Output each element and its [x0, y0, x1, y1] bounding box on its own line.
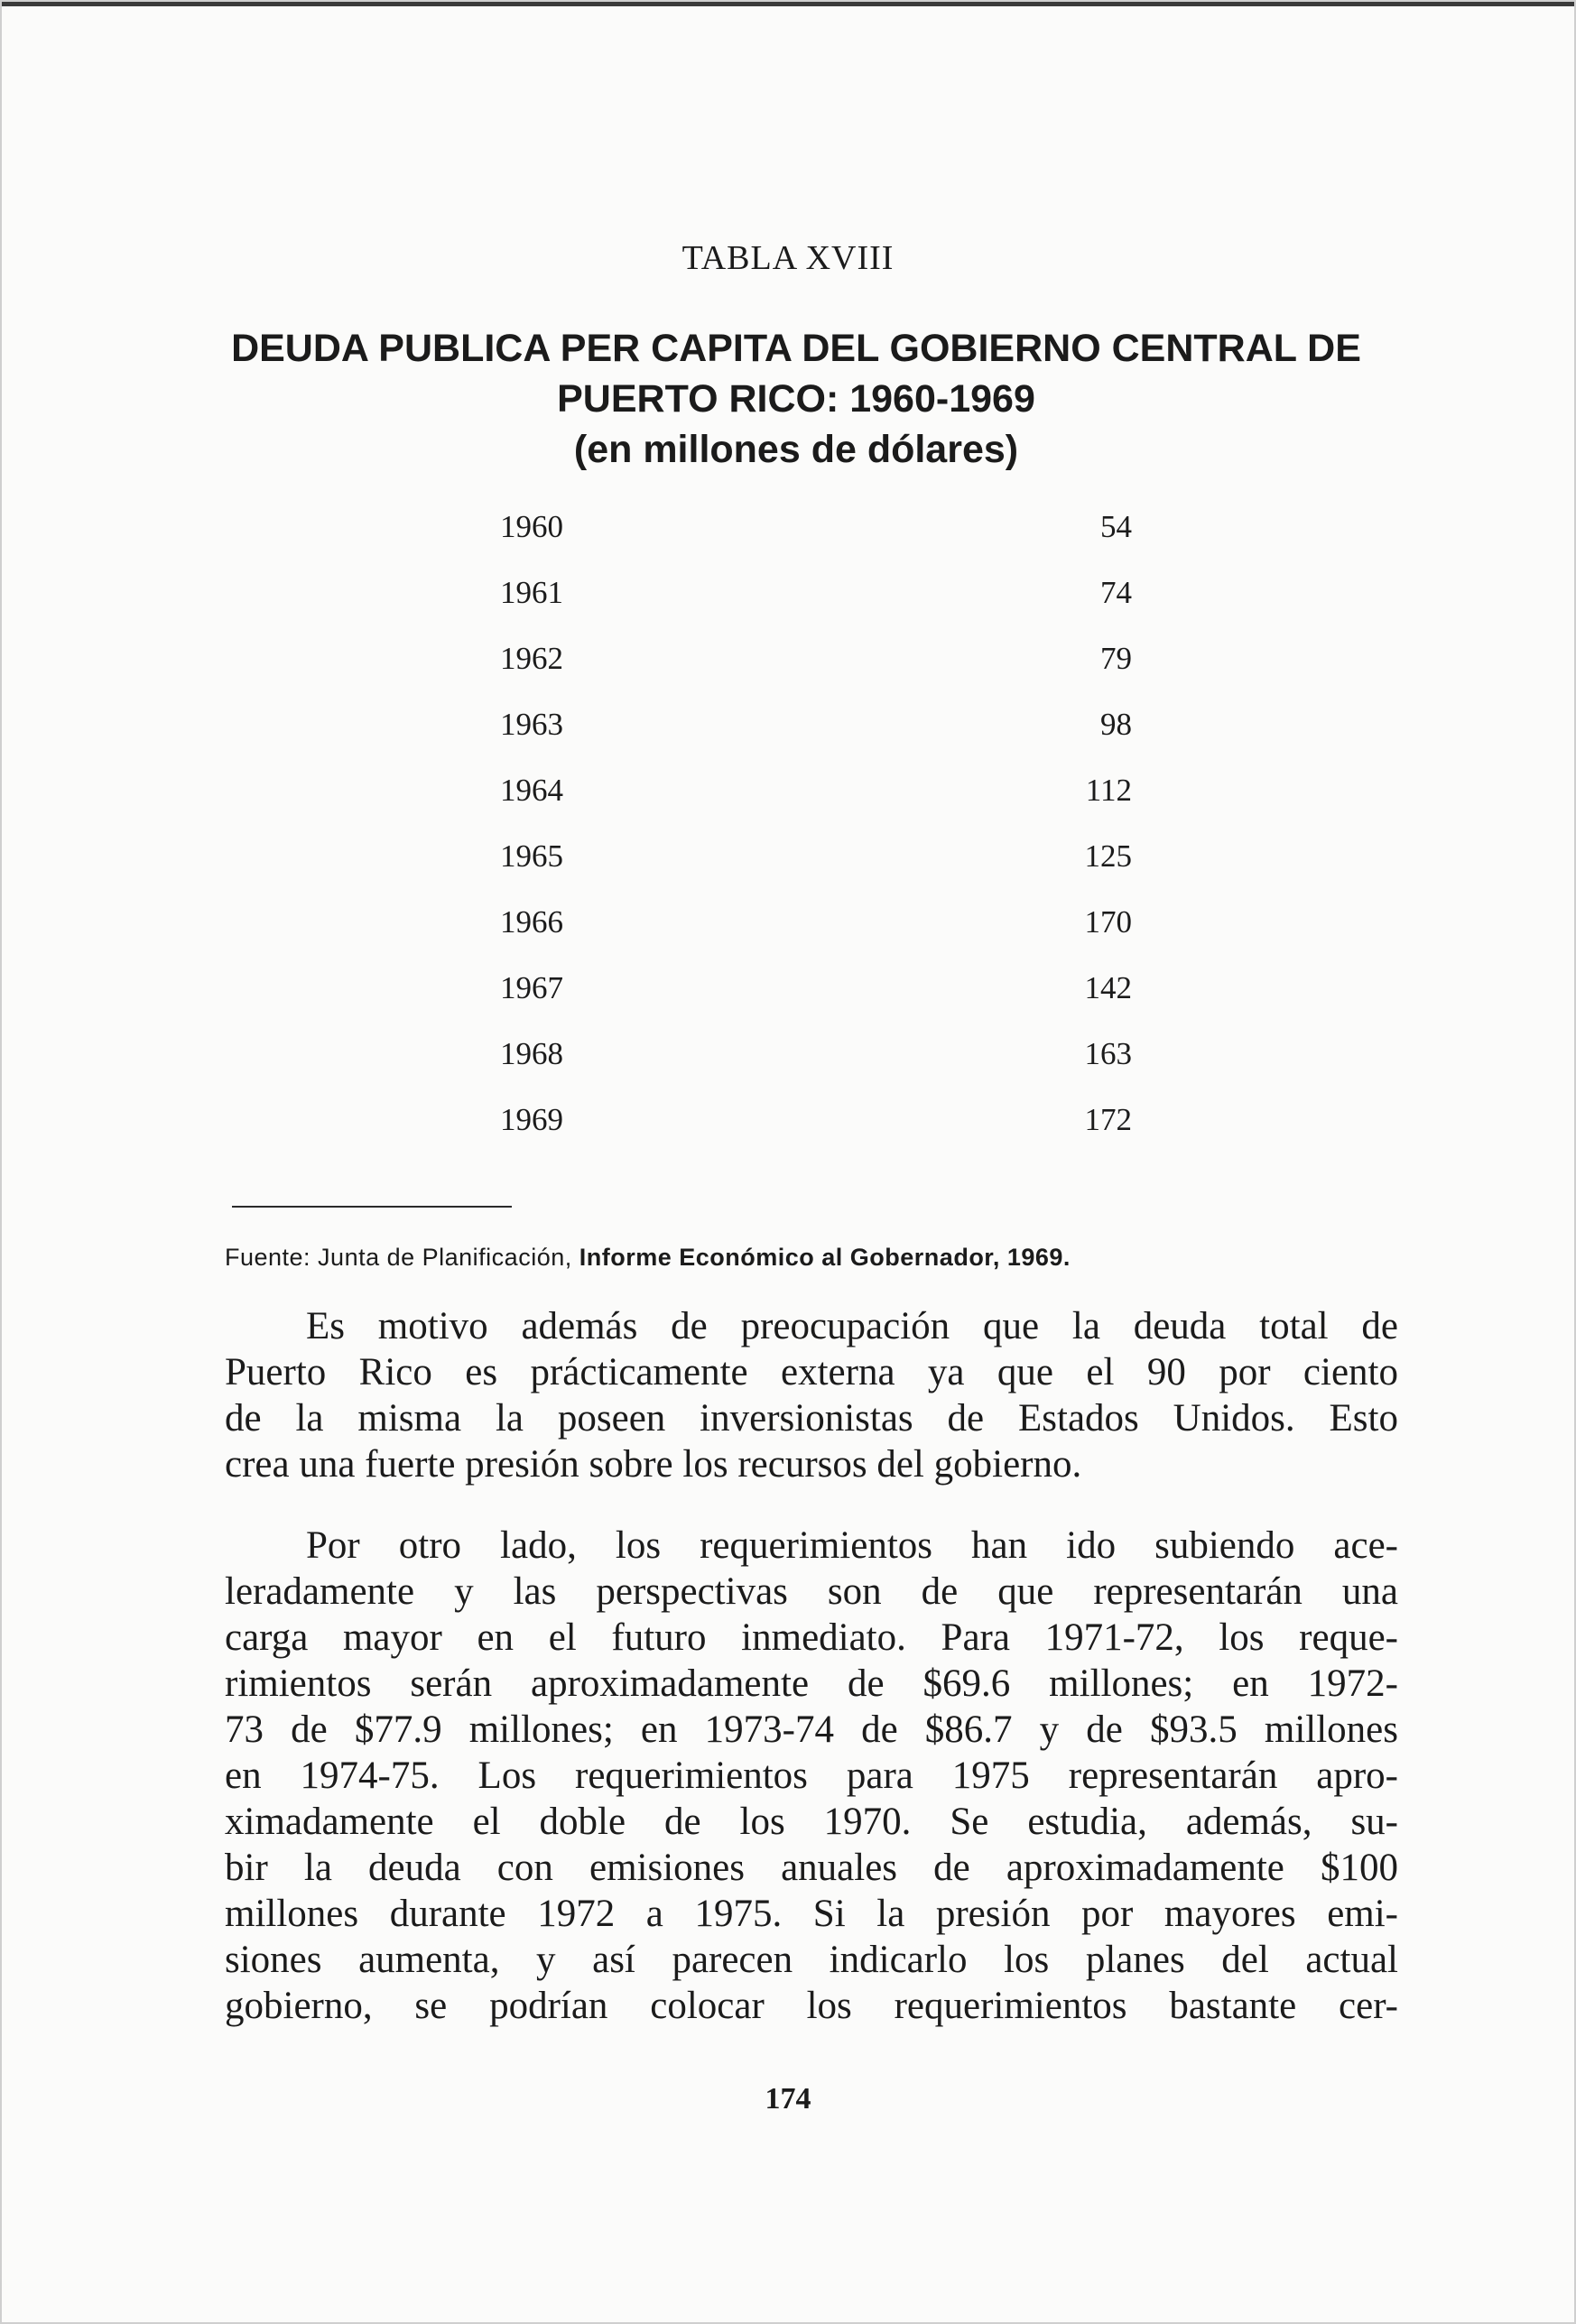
paragraph-line: millones durante 1972 a 1975. Si la presión por mayores emi- — [225, 1893, 1398, 1935]
table-row — [500, 838, 1132, 904]
paragraph-line: siones aumenta, y así parecen indicarlo los planes del actual — [225, 1939, 1398, 1981]
top-edge-rule — [2, 2, 1574, 6]
source-title: Informe Económico al Gobernador, 1969. — [579, 1244, 1071, 1271]
row-year: 1969 — [500, 1102, 563, 1137]
row-value: 54 — [1100, 509, 1132, 544]
paragraph-line: bir la deuda con emisiones anuales de aproximadamente $100 — [225, 1847, 1398, 1889]
table-row — [500, 904, 1132, 970]
paragraph-line: leradamente y las perspectivas son de que representarán una — [225, 1570, 1398, 1613]
table-title — [227, 323, 1365, 475]
title-line-1: DEUDA PUBLICA PER CAPITA DEL GOBIERNO CENTRAL DE — [231, 327, 1361, 370]
paragraph-line: Por otro lado, los requerimientos han ido subiendo ace- — [306, 1524, 1398, 1567]
title-line-2: PUERTO RICO: 1960-1969 — [557, 377, 1035, 421]
source-prefix: Fuente: Junta de Planificación, — [225, 1244, 572, 1271]
row-year: 1968 — [500, 1036, 563, 1071]
row-year: 1963 — [500, 707, 563, 742]
row-value: 98 — [1100, 707, 1132, 742]
paragraph-line: crea una fuerte presión sobre los recursos del gobierno. — [225, 1443, 1082, 1486]
paragraph-line: gobierno, se podrían colocar los requerimientos bastante cer- — [225, 1985, 1398, 2027]
paragraph-2 — [225, 1523, 1398, 2029]
paragraph-line: de la misma la poseen inversionistas de Estados Unidos. Esto — [225, 1397, 1398, 1440]
row-value: 125 — [1084, 838, 1132, 874]
table-row — [500, 1036, 1132, 1102]
row-year: 1964 — [500, 773, 563, 808]
paragraph-line: en 1974-75. Los requerimientos para 1975 representarán apro- — [225, 1755, 1398, 1797]
paragraph-1 — [225, 1303, 1398, 1487]
table-label: TABLA XVIII — [681, 239, 895, 277]
row-value: 172 — [1084, 1102, 1132, 1137]
paragraph-line: 73 de $77.9 millones; en 1973-74 de $86.7 y de $93.5 millones — [225, 1708, 1398, 1751]
row-year: 1962 — [500, 641, 563, 676]
paragraph-line: ximadamente el doble de los 1970. Se estudia, además, su- — [225, 1801, 1398, 1843]
table-row — [500, 707, 1132, 773]
table-row — [500, 575, 1132, 641]
table-row — [500, 773, 1132, 838]
row-value: 79 — [1100, 641, 1132, 676]
table-row — [500, 1102, 1132, 1168]
table-row — [500, 509, 1132, 575]
row-year: 1960 — [500, 509, 563, 544]
table-row — [500, 970, 1132, 1036]
row-year: 1965 — [500, 838, 563, 874]
paragraph-line: Puerto Rico es prácticamente externa ya que el 90 por ciento — [225, 1351, 1398, 1393]
table-row — [500, 641, 1132, 707]
page-number: 174 — [765, 2082, 811, 2116]
row-year: 1961 — [500, 575, 563, 610]
row-year: 1966 — [500, 904, 563, 940]
source-note — [225, 1244, 1071, 1272]
paragraph-line: Es motivo además de preocupación que la deuda total de — [306, 1305, 1398, 1347]
paragraph-line: rimientos serán aproximadamente de $69.6 millones; en 1972- — [225, 1662, 1398, 1705]
row-year: 1967 — [500, 970, 563, 1005]
row-value: 142 — [1084, 970, 1132, 1005]
row-value: 170 — [1084, 904, 1132, 940]
paragraph-line: carga mayor en el futuro inmediato. Para 1971-72, los reque- — [225, 1616, 1398, 1659]
row-value: 74 — [1100, 575, 1132, 610]
row-value: 112 — [1085, 773, 1132, 808]
title-line-3: (en millones de dólares) — [573, 428, 1019, 471]
row-value: 163 — [1084, 1036, 1132, 1071]
footnote-rule — [232, 1206, 512, 1208]
debt-table — [500, 509, 1132, 1168]
